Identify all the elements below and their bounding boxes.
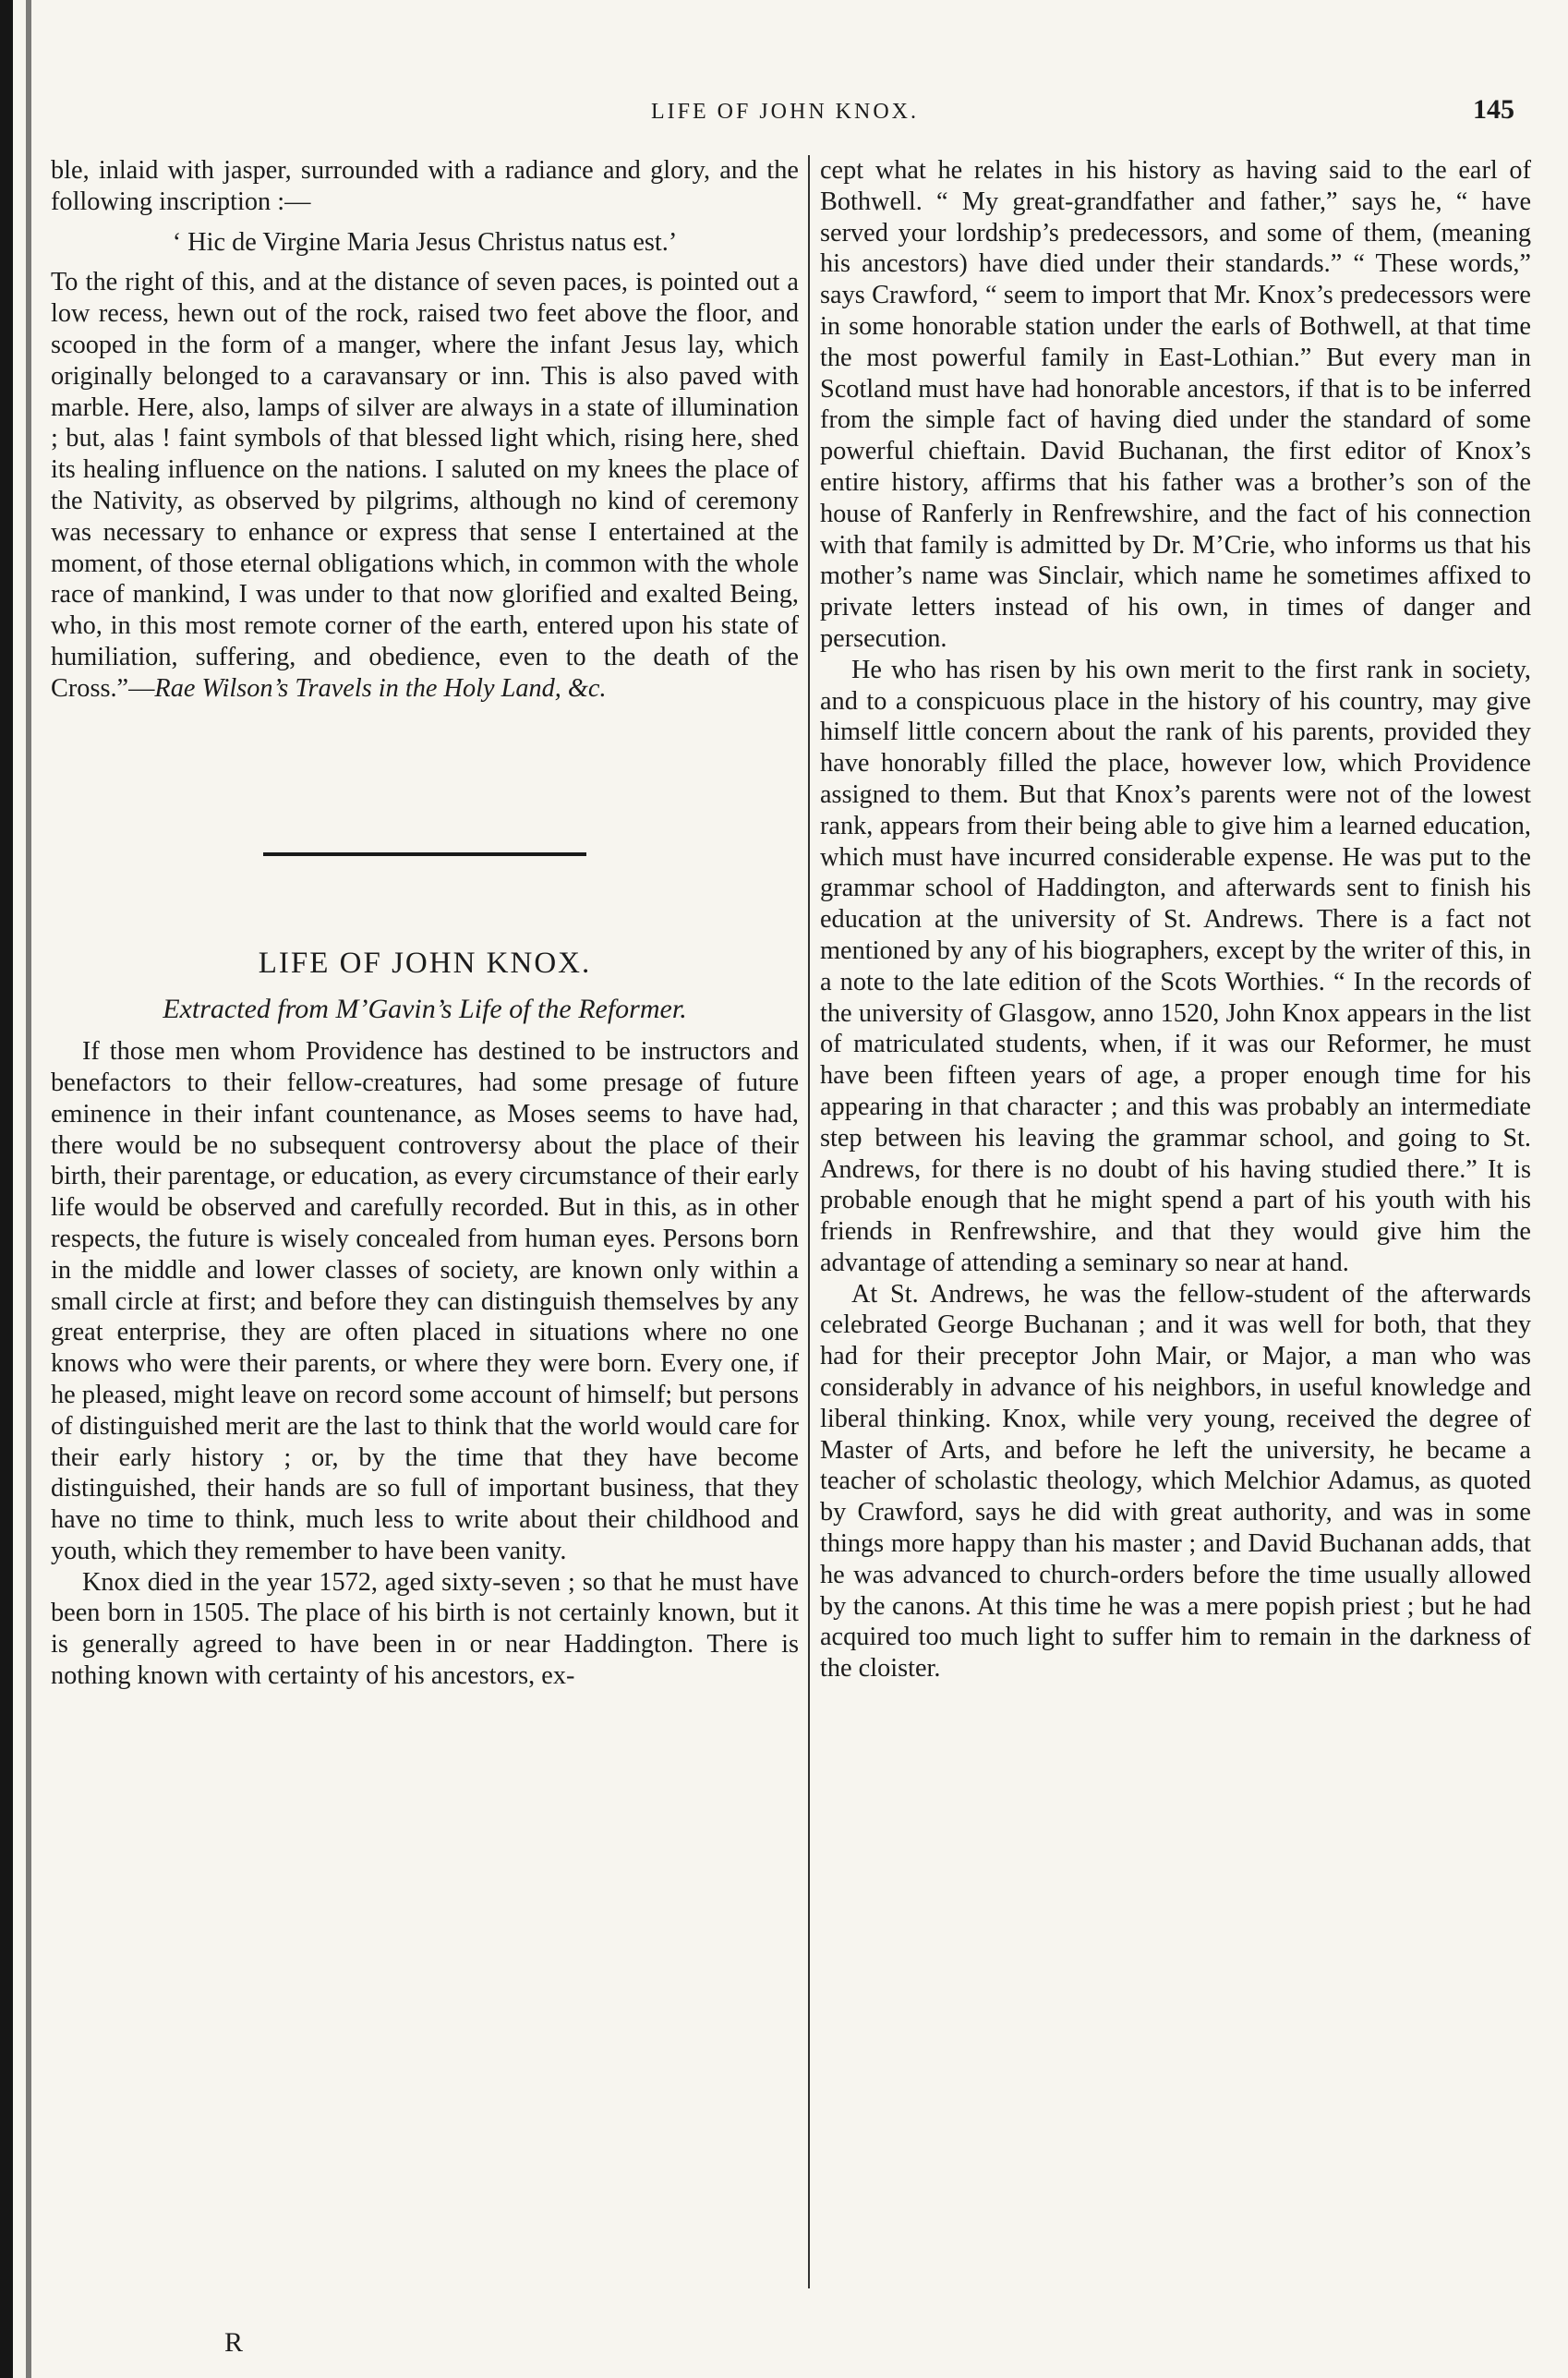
st-andrews-paragraph: At St. Andrews, he was the fellow-student of the afterwards celebrated George Buchanan ; and it was well for both, that they had for their preceptor John Mair, or Major, a man who was considerably in advance of his neighbors, in useful knowledge and liberal thinking. Knox, while very young, received the degree of Master of Arts, and before he left the university, he became a teacher of scholastic theology, which Melchior Adamus, as quoted by Crawford, says he did with great authority, and was in some things more happy than his master ; and David Buchanan adds, that he was advanced to church-orders before the time usually allowed by the canons. At this time he was a mere popish priest ; but he had acquired too much light to suffer him to remain in the darkness of the cloister. [820,1279,1531,1684]
left-continuation-paragraph: ble, inlaid with jasper, surrounded with a radiance and glory, and the following inscription :— [51,156,799,216]
latin-inscription: ‘ Hic de Virgine Maria Jesus Christus natus est.’ [172,227,678,257]
signature-mark: R [224,2327,244,2358]
page-number: 145 [1473,94,1514,125]
birth-paragraph: Knox died in the year 1572, aged sixty-seven ; so that he must have been born in 1505. The place of his birth is not certainly known, but it is generally agreed to have been in or near Haddington. There is nothing known with certainty of his ancestors, ex- [51,1567,799,1691]
binding-edge [0,0,13,2378]
section-divider [263,852,586,856]
running-title: LIFE OF JOHN KNOX. [650,100,919,124]
binding-shadow [26,0,31,2378]
left-column [51,155,799,1692]
source-citation: Rae Wilson’s Travels in the Holy Land, &c. [154,673,607,703]
bethlehem-paragraph-text: To the right of this, and at the distance of seven paces, is pointed out a low recess, hewn out of the rock, raised two feet above the floor, and scooped in the form of a manger, where the infant Jesus lay, which originally belonged to a caravansary or inn. This is also paved with marble. Here, also, lamps of silver are always in a state of illumination ; but, alas ! faint symbols of that blessed light which, rising here, shed its healing influence on the nations. I saluted on my knees the place of the Nativity, as observed by pilgrims, although no kind of ceremony was necessary to enhance or express that sense I entertained at the moment, of those eternal obligations which, in common with the whole race of mankind, I was under to that now glorified and exalted Being, who, in this most remote corner of the earth, entered upon his state of humiliation, suffering, and obedience, even to the death of the Cross.”— [51,268,799,703]
running-head [55,92,1514,129]
education-paragraph: He who has risen by his own merit to the first rank in society, and to a conspicuous place in the history of his country, may give himself little concern about the rank of his parents, provided they have honorably filled the place, however low, which Providence assigned to them. But that Knox’s parents were not of the lowest rank, appears from their being able to give him a learned education, which must have incurred considerable expense. He was put to the grammar school of Haddington, and afterwards sent to finish his education at the university of St. Andrews. There is a fact not mentioned by any of his biographers, except by the writer of this, in a note to the late edition of the Scots Worthies. “ In the records of the university of Glasgow, anno 1520, John Knox appears in the list of matriculated students, when, if it was our Reformer, he must have been fifteen years of age, a proper enough time for his appearing in that character ; and this was probably an intermediate step between his leaving the grammar school, and going to St. Andrews, for there is no doubt of his having studied there.” It is probable enough that he might spend a part of his youth with his friends in Renfrewshire, and that they would give him the advantage of attending a seminary so near at hand. [820,655,1531,1277]
ancestry-paragraph: cept what he relates in his history as having said to the earl of Bothwell. “ My great-grandfather and father,” says he, “ have served your lordship’s predecessors, and some of them, (meaning his ancestors) have died under their standards.” “ These words,” says Crawford, “ seem to import that Mr. Knox’s predecessors were in some honorable station under the earls of Bothwell, at that time the most powerful family in East-Lothian.” But every man in Scotland must have had honorable ancestors, if that is to be inferred from the simple fact of having died under the standard of some powerful chieftain. David Buchanan, the first editor of Knox’s entire history, affirms that his father was a brother’s son of the house of Ranferly in Renfrewshire, and the fact of his connection with that family is admitted by Dr. M’Crie, who informs us that his mother’s name was Sinclair, which name he sometimes affixed to private letters instead of his own, in times of danger and persecution. [820,156,1531,653]
right-column [820,155,1531,1684]
article-subtitle: Extracted from M’Gavin’s Life of the Reformer. [163,994,687,1025]
intro-paragraph: If those men whom Providence has destined to be instructors and benefactors to their fellow-creatures, had some presage of future eminence in their infant countenance, as Moses seems to have had, there would be no subsequent controversy about the place of their birth, their parentage, or education, as every circumstance of their early life would be observed and carefully recorded. But in this, as in other respects, the future is wisely concealed from human eyes. Persons born in the middle and lower classes of society, are known only within a small circle at first; and before they can distinguish themselves by any great enterprise, they are often placed in situations where no one knows who were their parents, or where they were born. Every one, if he pleased, might leave on record some account of himself; but persons of distinguished merit are the last to think that the world would care for their early history ; or, by the time that they have become distinguished, their hands are so full of important business, that they have no time to think, much less to write about their childhood and youth, which they remember to have been vanity. [51,1037,799,1565]
column-rule [808,155,810,2288]
article-title: LIFE OF JOHN KNOX. [258,946,592,980]
bethlehem-paragraph [51,267,799,704]
